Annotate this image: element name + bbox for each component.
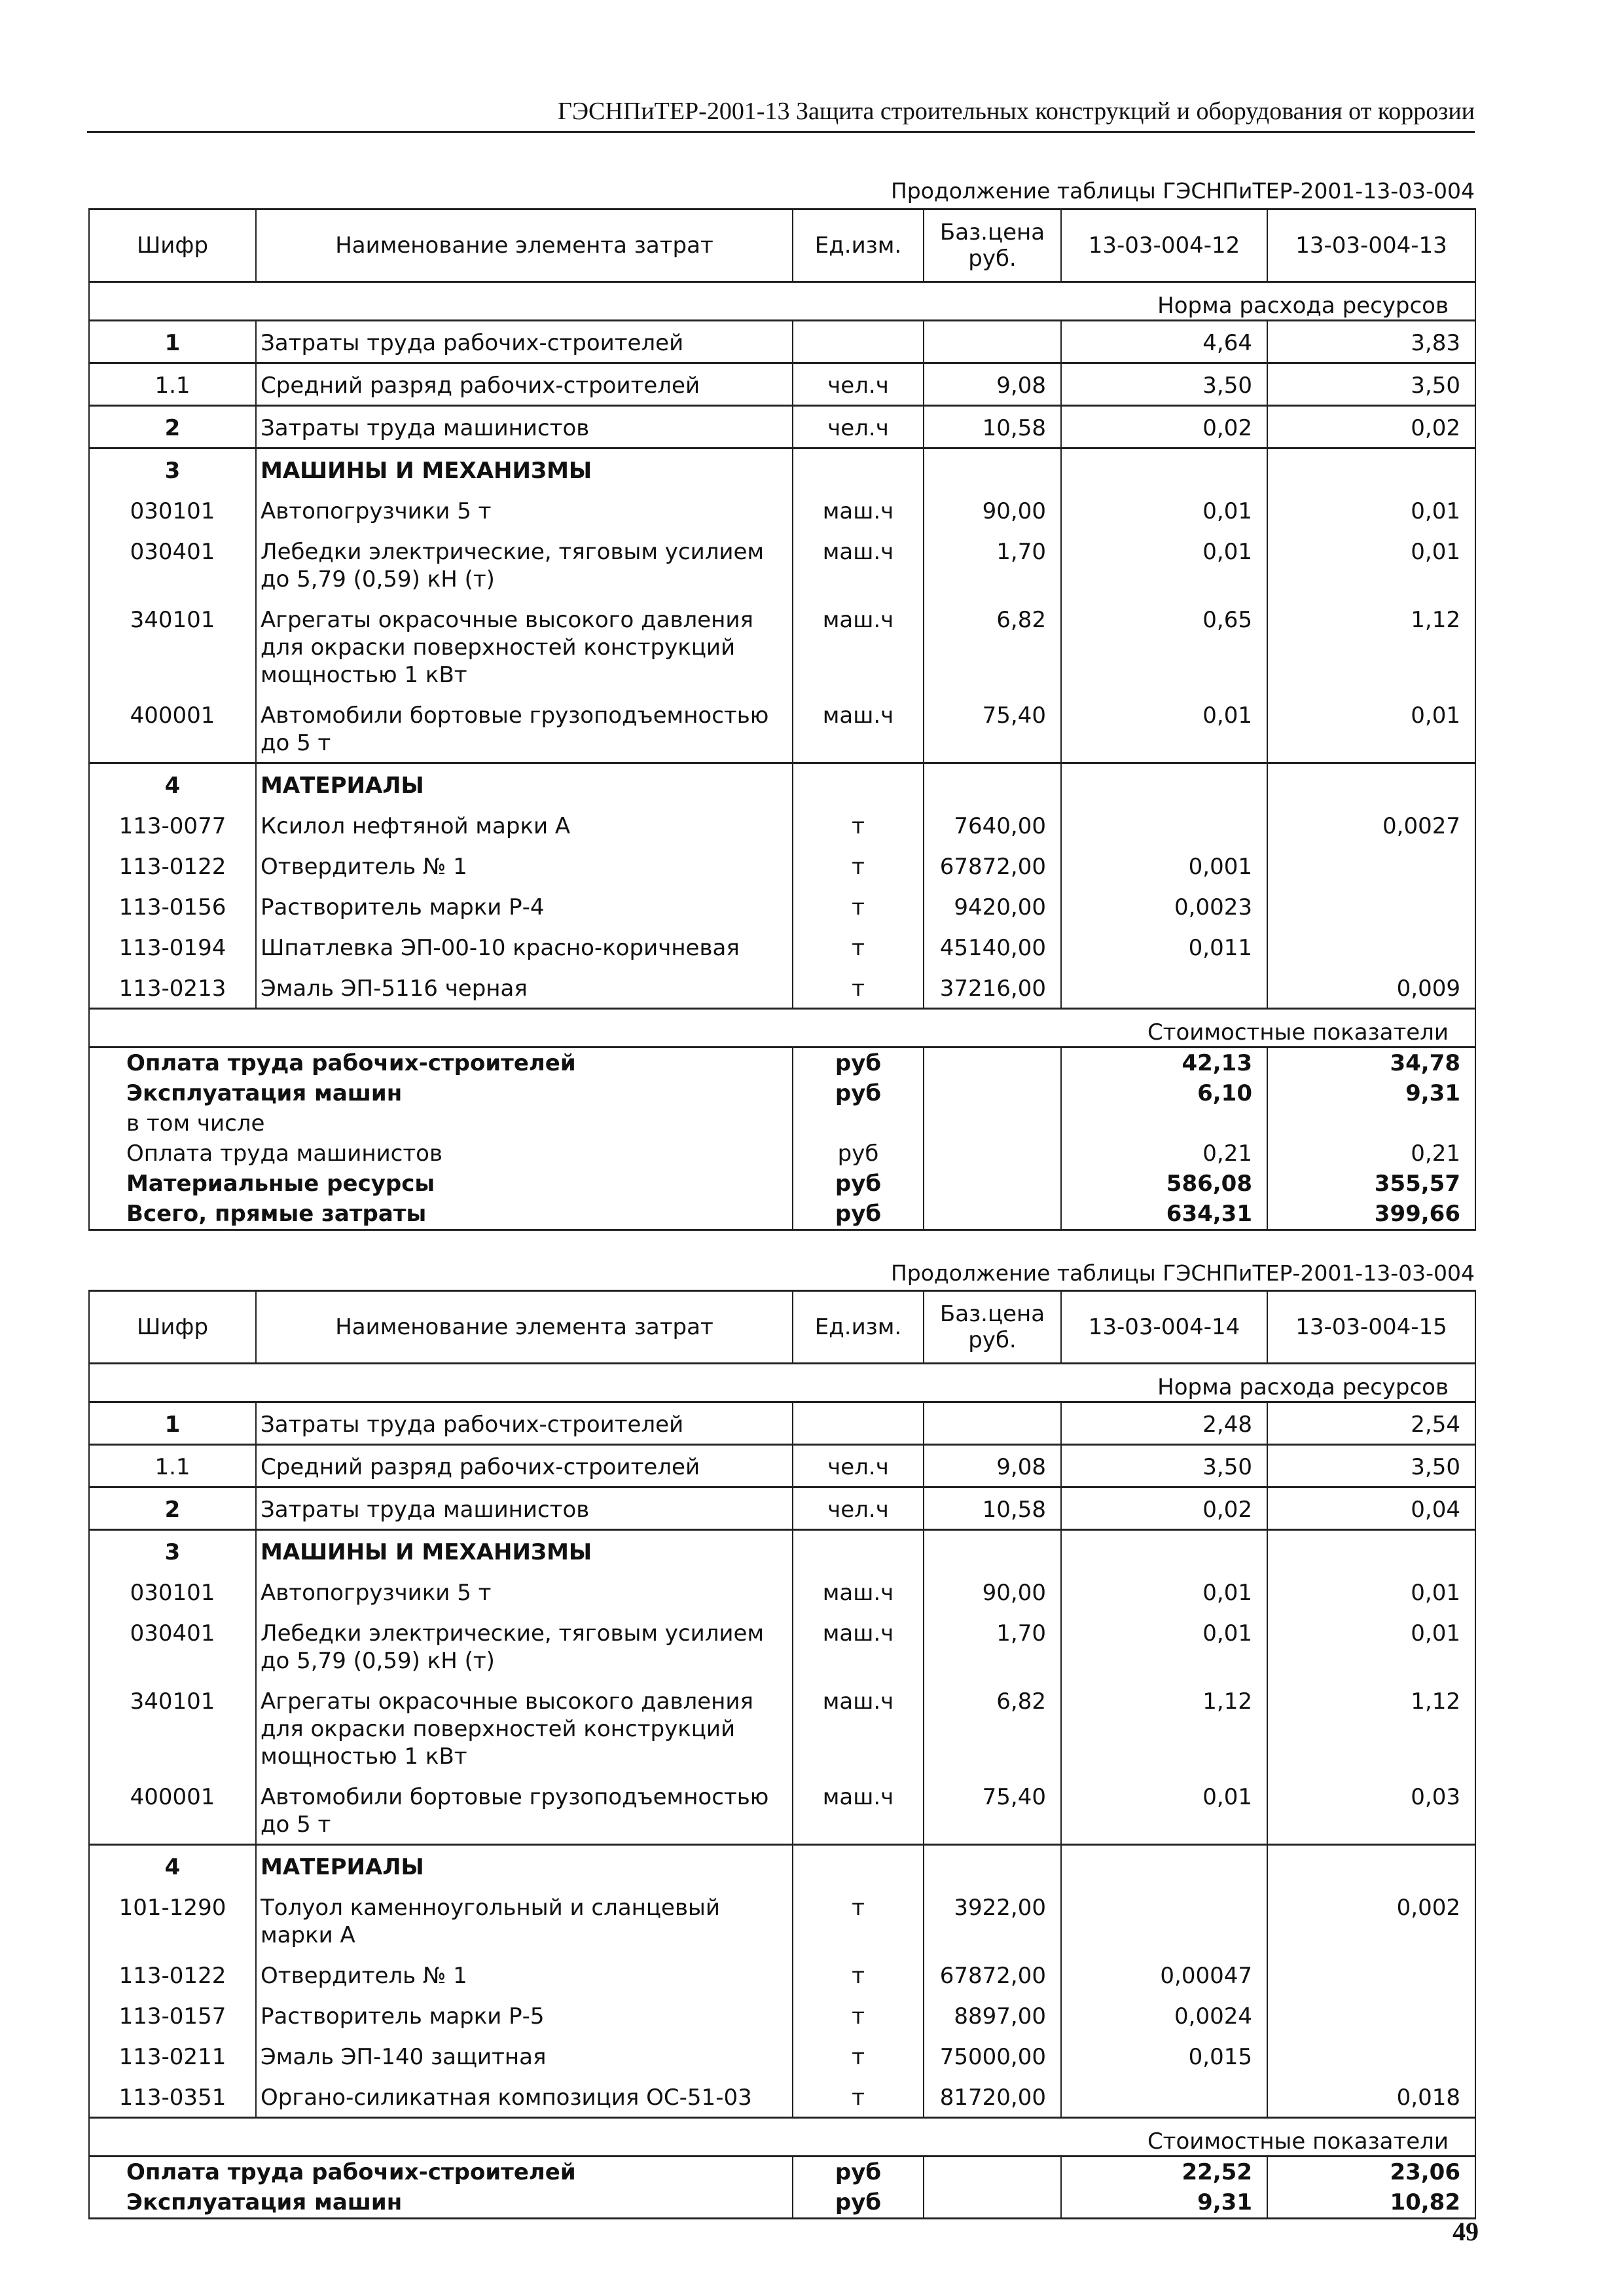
cost-row [89,1078,1475,1108]
row-price: 10,58 [924,406,1061,448]
row-unit: маш.ч [793,1612,924,1680]
cost-value-2: 9,31 [1267,1078,1475,1108]
row-value-1: 0,02 [1061,1487,1267,1530]
cost-row [89,1199,1475,1230]
row-value-2: 0,01 [1267,694,1475,763]
row-name: Ксилол нефтяной марки А [256,805,793,845]
cost-value-2: 23,06 [1267,2157,1475,2188]
cost-value-1: 634,31 [1061,1199,1267,1230]
row-code: 030101 [89,1571,256,1612]
row-price: 6,82 [924,1680,1061,1776]
row-value-1: 3,50 [1061,363,1267,406]
table-row [89,694,1475,763]
row-unit [793,763,924,805]
row-unit: т [793,1886,924,1954]
row-code: 030401 [89,530,256,598]
row-value-1: 0,01 [1061,1571,1267,1612]
table-row [89,926,1475,967]
row-value-1: 0,011 [1061,926,1267,967]
row-value-2: 0,02 [1267,406,1475,448]
table-row [89,1886,1475,1954]
row-price: 1,70 [924,1612,1061,1680]
row-value-1: 0,01 [1061,694,1267,763]
cost-label: Стоимостные показатели [89,2118,1475,2157]
table-1 [88,208,1476,1231]
row-unit: маш.ч [793,530,924,598]
row-value-2 [1267,1845,1475,1887]
row-price: 6,82 [924,598,1061,694]
table-row [89,967,1475,1009]
cost-row [89,1139,1475,1169]
row-value-2 [1267,926,1475,967]
table-row [89,1445,1475,1487]
cost-unit: руб [793,1139,924,1169]
row-name: Отвердитель № 1 [256,845,793,886]
cost-value-2: 399,66 [1267,1199,1475,1230]
column-header: Шифр [89,1291,256,1364]
row-name: МАШИНЫ И МЕХАНИЗМЫ [256,448,793,490]
row-name: МАТЕРИАЛЫ [256,763,793,805]
row-code: 400001 [89,1776,256,1845]
column-header: Баз.цена руб. [924,210,1061,282]
row-name: Автопогрузчики 5 т [256,490,793,530]
cost-row [89,2157,1475,2188]
row-value-2: 0,01 [1267,530,1475,598]
row-value-1 [1061,805,1267,845]
row-name: Толуол каменноугольный и сланцевый марки А [256,1886,793,1954]
row-code: 101-1290 [89,1886,256,1954]
cost-label: Стоимостные показатели [89,1009,1475,1048]
row-value-1 [1061,2076,1267,2118]
row-unit: т [793,886,924,926]
row-code: 4 [89,763,256,805]
row-unit [793,321,924,363]
row-value-2: 2,54 [1267,1402,1475,1445]
row-value-1: 3,50 [1061,1445,1267,1487]
row-value-1 [1061,1886,1267,1954]
row-value-2: 0,0027 [1267,805,1475,845]
row-value-2: 0,01 [1267,1612,1475,1680]
row-value-2 [1267,763,1475,805]
row-code: 1.1 [89,1445,256,1487]
row-code: 113-0122 [89,1954,256,1995]
row-price: 67872,00 [924,1954,1061,1995]
row-price: 1,70 [924,530,1061,598]
row-value-1: 2,48 [1061,1402,1267,1445]
row-value-2: 0,01 [1267,1571,1475,1612]
row-price: 9420,00 [924,886,1061,926]
page-header [87,93,1475,133]
row-value-1 [1061,967,1267,1009]
row-code: 1 [89,1402,256,1445]
row-unit: маш.ч [793,694,924,763]
table-row [89,448,1475,490]
cost-price-empty [924,1108,1061,1139]
cost-value-1 [1061,1108,1267,1139]
row-code: 3 [89,1530,256,1572]
cost-name: Оплата труда машинистов [89,1139,793,1169]
row-value-2: 0,01 [1267,490,1475,530]
table-row [89,1487,1475,1530]
row-unit: т [793,967,924,1009]
row-value-2 [1267,1995,1475,2035]
row-value-2 [1267,845,1475,886]
column-header: Шифр [89,210,256,282]
table-row [89,530,1475,598]
row-name: Автомобили бортовые грузоподъемностью до 5 т [256,694,793,763]
table-row [89,363,1475,406]
row-value-2: 3,83 [1267,321,1475,363]
row-code: 3 [89,448,256,490]
table-row [89,1680,1475,1776]
column-header: Наименование элемента затрат [256,210,793,282]
row-name: Затраты труда рабочих-строителей [256,1402,793,1445]
row-value-1: 0,01 [1061,490,1267,530]
row-unit: чел.ч [793,363,924,406]
row-value-2 [1267,448,1475,490]
cost-unit: руб [793,1199,924,1230]
row-price: 8897,00 [924,1995,1061,2035]
row-code: 2 [89,406,256,448]
cost-value-1: 42,13 [1061,1048,1267,1079]
row-value-1 [1061,1530,1267,1572]
row-price: 67872,00 [924,845,1061,886]
row-code: 113-0156 [89,886,256,926]
table-row [89,1845,1475,1887]
column-header: 13-03-004-14 [1061,1291,1267,1364]
row-code: 2 [89,1487,256,1530]
row-value-1: 0,01 [1061,1612,1267,1680]
row-code: 113-0122 [89,845,256,886]
row-value-1: 0,015 [1061,2035,1267,2076]
row-code: 400001 [89,694,256,763]
row-value-2: 0,002 [1267,1886,1475,1954]
cost-name: Эксплуатация машин [89,1078,793,1108]
row-unit [793,1845,924,1887]
row-value-2: 1,12 [1267,598,1475,694]
row-value-2: 0,009 [1267,967,1475,1009]
row-name: Лебедки электрические, тяговым усилием до 5,79 (0,59) кН (т) [256,530,793,598]
row-unit: т [793,805,924,845]
cost-price-empty [924,1048,1061,1079]
row-unit: маш.ч [793,1680,924,1776]
table-header-row [89,210,1475,282]
row-value-2: 1,12 [1267,1680,1475,1776]
cost-name: Эксплуатация машин [89,2187,793,2219]
row-unit: т [793,2076,924,2118]
row-price: 90,00 [924,1571,1061,1612]
row-price: 90,00 [924,490,1061,530]
row-price [924,763,1061,805]
row-code: 113-0194 [89,926,256,967]
row-value-1 [1061,763,1267,805]
table-row [89,1571,1475,1612]
row-value-2: 0,018 [1267,2076,1475,2118]
cost-value-2 [1267,1108,1475,1139]
cost-label-row [89,2118,1475,2157]
table-row [89,321,1475,363]
row-value-1 [1061,448,1267,490]
row-value-2 [1267,886,1475,926]
row-name: Затраты труда машинистов [256,406,793,448]
row-name: Агрегаты окрасочные высокого давления для окраски поверхностей конструкций мощностью 1 кВт [256,598,793,694]
cost-value-1: 586,08 [1061,1169,1267,1199]
row-price: 45140,00 [924,926,1061,967]
row-name: Эмаль ЭП-5116 черная [256,967,793,1009]
table-header-row [89,1291,1475,1364]
cost-value-2: 10,82 [1267,2187,1475,2219]
cost-name: Материальные ресурсы [89,1169,793,1199]
table-row [89,406,1475,448]
row-code: 1.1 [89,363,256,406]
row-price: 9,08 [924,1445,1061,1487]
table-row [89,2035,1475,2076]
cost-price-empty [924,2157,1061,2188]
cost-value-2: 34,78 [1267,1048,1475,1079]
row-unit: маш.ч [793,1776,924,1845]
row-price: 75,40 [924,694,1061,763]
norm-label-row [89,1364,1475,1402]
row-code: 113-0351 [89,2076,256,2118]
row-code: 4 [89,1845,256,1887]
column-header: Ед.изм. [793,210,924,282]
table-row [89,1995,1475,2035]
page-number: 49 [1453,2217,1479,2246]
table-1-caption: Продолжение таблицы ГЭСНПиТЕР-2001-13-03-004 [890,178,1475,204]
row-name: МАТЕРИАЛЫ [256,1845,793,1887]
row-value-2 [1267,1530,1475,1572]
table-row [89,1954,1475,1995]
row-name: Лебедки электрические, тяговым усилием до 5,79 (0,59) кН (т) [256,1612,793,1680]
row-name: Средний разряд рабочих-строителей [256,1445,793,1487]
cost-row [89,1048,1475,1079]
row-code: 030101 [89,490,256,530]
cost-price-empty [924,2187,1061,2219]
row-unit: чел.ч [793,1445,924,1487]
cost-unit [793,1108,924,1139]
row-value-1: 0,001 [1061,845,1267,886]
row-value-1: 0,01 [1061,1776,1267,1845]
cost-value-1: 9,31 [1061,2187,1267,2219]
table-row [89,886,1475,926]
cost-value-1: 0,21 [1061,1139,1267,1169]
cost-value-1: 6,10 [1061,1078,1267,1108]
table-row [89,2076,1475,2118]
row-name: Органо-силикатная композиция ОС-51-03 [256,2076,793,2118]
row-value-1: 0,0024 [1061,1995,1267,2035]
row-value-2 [1267,2035,1475,2076]
norm-label: Норма расхода ресурсов [89,282,1475,321]
cost-label-row [89,1009,1475,1048]
cost-value-2: 355,57 [1267,1169,1475,1199]
row-value-2: 3,50 [1267,363,1475,406]
row-value-1: 0,01 [1061,530,1267,598]
row-name: Автопогрузчики 5 т [256,1571,793,1612]
row-unit: т [793,1954,924,1995]
row-unit: т [793,1995,924,2035]
row-code: 113-0157 [89,1995,256,2035]
cost-price-empty [924,1199,1061,1230]
row-code: 340101 [89,598,256,694]
row-value-1: 0,0023 [1061,886,1267,926]
row-code: 1 [89,321,256,363]
row-value-2 [1267,1954,1475,1995]
cost-name: в том числе [89,1108,793,1139]
cost-name: Всего, прямые затраты [89,1199,793,1230]
cost-row [89,1108,1475,1139]
row-name: Затраты труда рабочих-строителей [256,321,793,363]
cost-row [89,2187,1475,2219]
table-row [89,763,1475,805]
row-price [924,448,1061,490]
cost-value-2: 0,21 [1267,1139,1475,1169]
row-name: Растворитель марки Р-5 [256,1995,793,2035]
row-price [924,321,1061,363]
column-header: 13-03-004-13 [1267,210,1475,282]
row-price [924,1845,1061,1887]
row-code: 030401 [89,1612,256,1680]
column-header: Ед.изм. [793,1291,924,1364]
row-code: 113-0213 [89,967,256,1009]
row-name: Эмаль ЭП-140 защитная [256,2035,793,2076]
row-name: МАШИНЫ И МЕХАНИЗМЫ [256,1530,793,1572]
row-name: Агрегаты окрасочные высокого давления для окраски поверхностей конструкций мощностью 1 кВт [256,1680,793,1776]
column-header: Наименование элемента затрат [256,1291,793,1364]
row-price: 3922,00 [924,1886,1061,1954]
row-unit: чел.ч [793,1487,924,1530]
row-value-1: 1,12 [1061,1680,1267,1776]
cost-unit: руб [793,2157,924,2188]
cost-price-empty [924,1169,1061,1199]
row-price: 9,08 [924,363,1061,406]
row-value-1: 0,65 [1061,598,1267,694]
row-price: 75000,00 [924,2035,1061,2076]
row-price: 7640,00 [924,805,1061,845]
row-value-1 [1061,1845,1267,1887]
row-value-2: 0,04 [1267,1487,1475,1530]
cost-unit: руб [793,1169,924,1199]
row-code: 113-0077 [89,805,256,845]
row-unit [793,448,924,490]
row-value-2: 0,03 [1267,1776,1475,1845]
row-unit: маш.ч [793,598,924,694]
row-value-1: 0,02 [1061,406,1267,448]
row-price [924,1402,1061,1445]
column-header: 13-03-004-12 [1061,210,1267,282]
table-row [89,1530,1475,1572]
header-text: ГЭСНПиТЕР-2001-13 Защита строительных конструкций и оборудования от коррозии [558,98,1475,125]
row-unit: маш.ч [793,490,924,530]
cost-name: Оплата труда рабочих-строителей [89,1048,793,1079]
cost-price-empty [924,1078,1061,1108]
cost-unit: руб [793,2187,924,2219]
row-price: 10,58 [924,1487,1061,1530]
row-unit: маш.ч [793,1571,924,1612]
row-unit: чел.ч [793,406,924,448]
cost-unit: руб [793,1078,924,1108]
cost-name: Оплата труда рабочих-строителей [89,2157,793,2188]
row-unit [793,1402,924,1445]
row-value-2: 3,50 [1267,1445,1475,1487]
column-header: 13-03-004-15 [1267,1291,1475,1364]
row-name: Затраты труда машинистов [256,1487,793,1530]
column-header: Баз.цена руб. [924,1291,1061,1364]
row-price: 75,40 [924,1776,1061,1845]
table-row [89,1612,1475,1680]
row-unit: т [793,926,924,967]
norm-label: Норма расхода ресурсов [89,1364,1475,1402]
row-name: Автомобили бортовые грузоподъемностью до 5 т [256,1776,793,1845]
norm-label-row [89,282,1475,321]
table-row [89,1776,1475,1845]
row-name: Растворитель марки Р-4 [256,886,793,926]
row-name: Средний разряд рабочих-строителей [256,363,793,406]
row-name: Отвердитель № 1 [256,1954,793,1995]
row-unit [793,1530,924,1572]
table-row [89,598,1475,694]
row-unit: т [793,2035,924,2076]
table-row [89,490,1475,530]
cost-price-empty [924,1139,1061,1169]
table-row [89,1402,1475,1445]
cost-value-1: 22,52 [1061,2157,1267,2188]
row-value-1: 4,64 [1061,321,1267,363]
cost-row [89,1169,1475,1199]
table-2-caption: Продолжение таблицы ГЭСНПиТЕР-2001-13-03-004 [890,1260,1475,1286]
row-code: 113-0211 [89,2035,256,2076]
row-value-1: 0,00047 [1061,1954,1267,1995]
row-name: Шпатлевка ЭП-00-10 красно-коричневая [256,926,793,967]
table-2 [88,1290,1476,2219]
table-row [89,805,1475,845]
row-price [924,1530,1061,1572]
row-unit: т [793,845,924,886]
table-row [89,845,1475,886]
cost-unit: руб [793,1048,924,1079]
row-price: 37216,00 [924,967,1061,1009]
row-code: 340101 [89,1680,256,1776]
row-price: 81720,00 [924,2076,1061,2118]
